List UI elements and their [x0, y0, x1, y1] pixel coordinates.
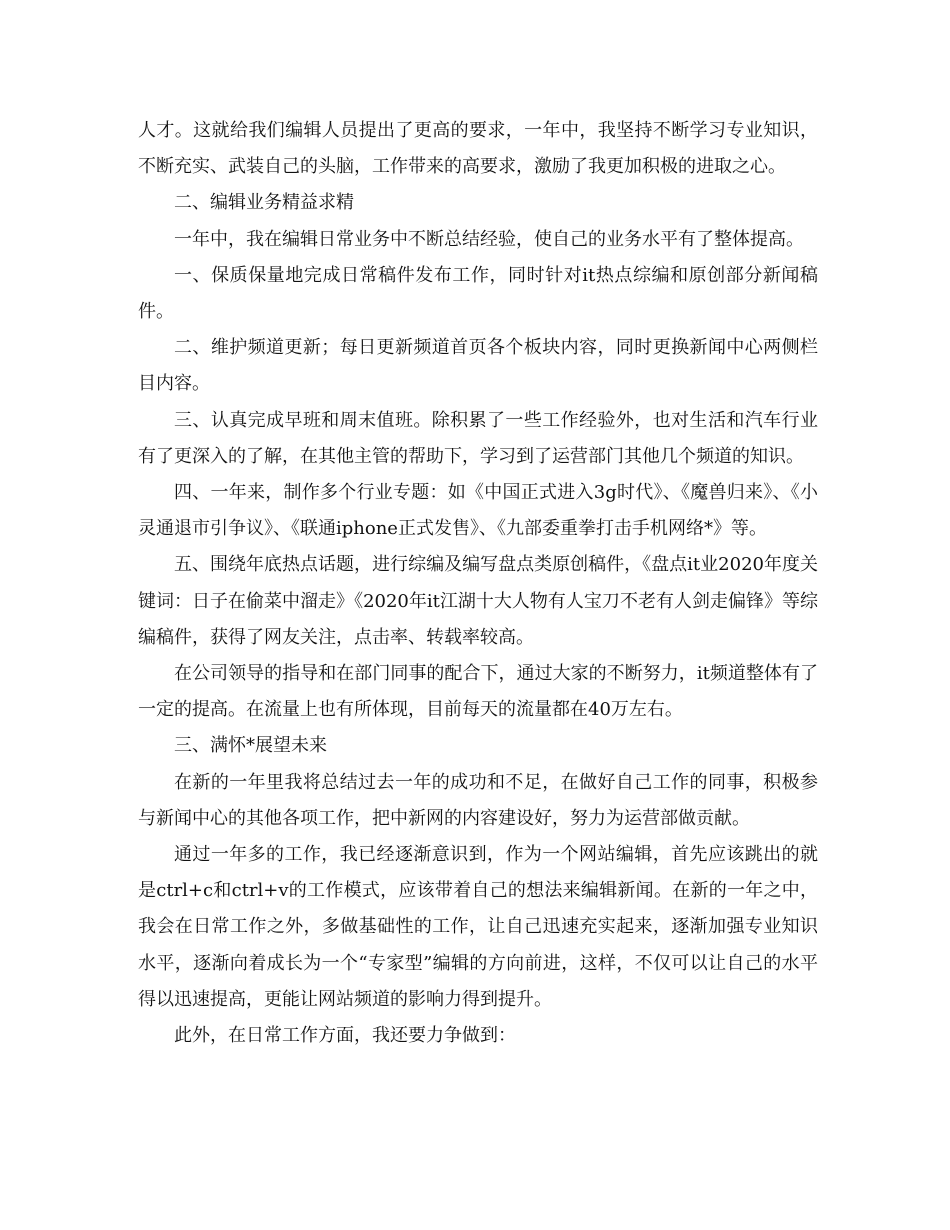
list-item-channel-updates: 二、维护频道更新；每日更新频道首页各个板块内容，同时更换新闻中心两侧栏目内容。 — [138, 337, 818, 395]
document-body — [138, 113, 818, 1054]
paragraph-editor-growth: 通过一年多的工作，我已经逐渐意识到，作为一个网站编辑，首先应该跳出的就是ctrl+c和ctrl+v的工作模式，应该带着自己的想法来编辑新闻。在新的一年之中，我会在日常工作之外，多做基础性的工作，让自己迅速充实起来，逐渐加强专业知识水平，逐渐向着成长为一个“专家型”编辑的方向前进，这样，不仅可以让自己的水平得以迅速提高，更能让网站频道的影响力得到提升。 — [138, 844, 818, 1010]
heading-editing-business: 二、编辑业务精益求精 — [174, 192, 354, 214]
list-item-shift-duty: 三、认真完成早班和周末值班。除积累了一些工作经验外，也对生活和汽车行业有了更深入的了解，在其他主管的帮助下，学习到了运营部门其他几个频道的知识。 — [138, 409, 818, 467]
list-item-industry-topics: 四、一年来，制作多个行业专题：如《中国正式进入3g时代》、《魔兽归来》、《小灵通退市引争议》、《联通iphone正式发售》、《九部委重拳打击手机网络*》等。 — [138, 482, 818, 540]
paragraph-traffic-results: 在公司领导的指导和在部门同事的配合下，通过大家的不断努力，it频道整体有了一定的提高。在流量上也有所体现，目前每天的流量都在40万左右。 — [138, 663, 818, 721]
paragraph-new-year-plan: 在新的一年里我将总结过去一年的成功和不足，在做好自己工作的同事，积极参与新闻中心的其他各项工作，把中新网的内容建设好，努力为运营部做贡献。 — [138, 771, 818, 829]
heading-future-outlook: 三、满怀*展望未来 — [174, 735, 327, 757]
paragraph-daily-work-goals: 此外，在日常工作方面，我还要力争做到： — [174, 1025, 516, 1047]
paragraph-experience-summary: 一年中，我在编辑日常业务中不断总结经验，使自己的业务水平有了整体提高。 — [174, 228, 804, 250]
paragraph-talent-requirements: 人才。这就给我们编辑人员提出了更高的要求，一年中，我坚持不断学习专业知识，不断充实、武装自己的头脑，工作带来的高要求，激励了我更加积极的进取之心。 — [138, 120, 818, 178]
list-item-year-end-topics: 五、围绕年底热点话题，进行综编及编写盘点类原创稿件，《盘点it业2020年度关键词：日子在偷菜中溜走》《2020年it江湖十大人物有人宝刀不老有人剑走偏锋》等综编稿件，获得了网友关注，点击率、转载率较高。 — [138, 554, 818, 648]
list-item-daily-manuscripts: 一、保质保量地完成日常稿件发布工作，同时针对it热点综编和原创部分新闻稿件。 — [138, 264, 818, 323]
